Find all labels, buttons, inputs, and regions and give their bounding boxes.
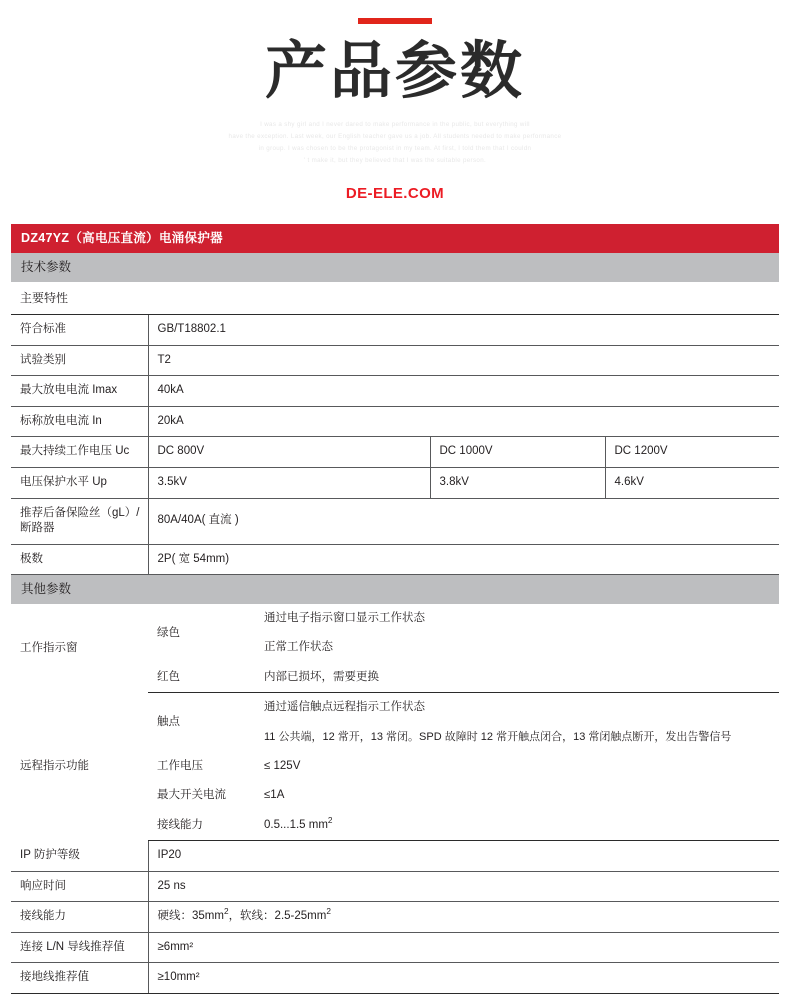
table-row bbox=[11, 376, 779, 407]
row-value-col1: DC 800V bbox=[148, 437, 430, 468]
indicator-green-line-2: 正常工作状态 bbox=[264, 641, 333, 654]
remote-contact-line-1: 通过遥信触点远程指示工作状态 bbox=[264, 701, 425, 714]
table-row bbox=[11, 871, 779, 902]
wiring-sup-2: 2 bbox=[326, 907, 331, 917]
row-label: 接线能力 bbox=[11, 902, 148, 933]
banner-paragraph-line: ' t make it, but they believed that I was the suitable person. bbox=[303, 157, 487, 165]
table-row bbox=[11, 963, 779, 994]
row-label: 最大持续工作电压 Uc bbox=[11, 437, 148, 468]
table-row bbox=[11, 467, 779, 498]
table-row bbox=[11, 345, 779, 376]
indicator-red-line-1: 内部已损坏，需要更换 bbox=[255, 663, 779, 693]
row-label: 极数 bbox=[11, 544, 148, 575]
indicator-green-line-1: 通过电子指示窗口显示工作状态 bbox=[264, 611, 425, 624]
sub-label-current: 最大开关电流 bbox=[157, 789, 226, 802]
sub-label-voltage: 工作电压 bbox=[157, 759, 203, 772]
product-title: DZ47YZ（高电压直流）电涌保护器 bbox=[11, 224, 779, 253]
spec-table-container bbox=[11, 224, 779, 993]
banner-paragraph-line: have the exception. Last week, our English teacher gave us a job. All students needed to make performance bbox=[228, 133, 562, 141]
banner-paragraph-line: I was a shy girl and I never dared to make performance in the public, but everything will bbox=[260, 121, 530, 129]
section-main-features-label: 主要特性 bbox=[11, 282, 779, 315]
table-row bbox=[11, 604, 779, 634]
group-label-remote: 远程指示功能 bbox=[20, 760, 89, 773]
remote-wiring-value-sup: 2 bbox=[327, 816, 333, 826]
row-value bbox=[148, 902, 779, 933]
brand-domain: DE-ELE.COM bbox=[345, 185, 445, 203]
table-row bbox=[11, 315, 779, 346]
row-label: 电压保护水平 Up bbox=[11, 467, 148, 498]
row-label: 推荐后备保险丝（gL）/ 断路器 bbox=[11, 498, 148, 544]
banner-paragraph-line: in group. I was chosen to be the protagonist in my team. At first, I told them that I couldn bbox=[258, 145, 532, 153]
row-value: GB/T18802.1 bbox=[148, 315, 779, 346]
section-other-label: 其他参数 bbox=[11, 575, 779, 604]
row-label: 符合标准 bbox=[11, 315, 148, 346]
row-label: 标称放电电流 In bbox=[11, 406, 148, 437]
sub-label-green: 绿色 bbox=[157, 626, 180, 639]
table-row bbox=[11, 841, 779, 872]
group-label-indicator: 工作指示窗 bbox=[20, 641, 78, 654]
row-label: 响应时间 bbox=[11, 871, 148, 902]
table-row bbox=[11, 544, 779, 575]
remote-current-value: ≤1A bbox=[264, 789, 285, 802]
row-value-col3: DC 1200V bbox=[605, 437, 779, 468]
row-value: 80A/40A( 直流 ) bbox=[148, 498, 779, 544]
section-tech-row bbox=[11, 253, 779, 282]
row-value: 25 ns bbox=[148, 871, 779, 902]
wiring-part-1: 硬线：35mm bbox=[157, 910, 224, 923]
remote-voltage-value: ≤ 125V bbox=[264, 759, 301, 772]
remote-contact-line-2: 11 公共端，12 常开，13 常闭。SPD 故障时 12 常开触点闭合，13 常闭触点断开，发出告警信号 bbox=[264, 730, 732, 743]
row-value: ≥6mm² bbox=[148, 932, 779, 963]
row-value: T2 bbox=[148, 345, 779, 376]
accent-bar bbox=[358, 18, 432, 24]
row-label: 最大放电电流 Imax bbox=[11, 376, 148, 407]
row-value-col2: DC 1000V bbox=[430, 437, 605, 468]
row-label: 连接 L/N 导线推荐值 bbox=[11, 932, 148, 963]
row-value: 40kA bbox=[148, 376, 779, 407]
row-value: IP20 bbox=[148, 841, 779, 872]
spec-table bbox=[11, 224, 779, 993]
page-title: 产品参数 bbox=[264, 34, 525, 107]
table-row bbox=[11, 902, 779, 933]
row-value: ≥10mm² bbox=[148, 963, 779, 994]
sub-label-wiring: 接线能力 bbox=[148, 811, 255, 841]
row-value: 20kA bbox=[148, 406, 779, 437]
section-tech-label: 技术参数 bbox=[11, 253, 779, 282]
row-label: 试验类别 bbox=[11, 345, 148, 376]
table-row bbox=[11, 406, 779, 437]
row-value-col3: 4.6kV bbox=[605, 467, 779, 498]
row-value-col2: 3.8kV bbox=[430, 467, 605, 498]
product-title-row bbox=[11, 224, 779, 253]
table-row bbox=[11, 437, 779, 468]
table-row bbox=[11, 693, 779, 723]
page-banner bbox=[0, 0, 790, 202]
remote-wiring-value-text: 0.5...1.5 mm bbox=[264, 818, 328, 831]
wiring-sup-1: 2 bbox=[223, 907, 229, 917]
row-label: 接地线推荐值 bbox=[11, 963, 148, 994]
row-label: IP 防护等级 bbox=[11, 841, 148, 872]
row-value: 2P( 宽 54mm) bbox=[148, 544, 779, 575]
wiring-part-2: ，软线：2.5-25mm bbox=[228, 910, 327, 923]
remote-wiring-value bbox=[255, 811, 779, 841]
section-other-row bbox=[11, 575, 779, 604]
sub-label-red: 红色 bbox=[148, 663, 255, 693]
banner-paragraph bbox=[180, 119, 610, 167]
section-main-features-row bbox=[11, 282, 779, 315]
table-row bbox=[11, 932, 779, 963]
row-value-col1: 3.5kV bbox=[148, 467, 430, 498]
table-row bbox=[11, 498, 779, 544]
sub-label-contact: 触点 bbox=[157, 715, 180, 728]
